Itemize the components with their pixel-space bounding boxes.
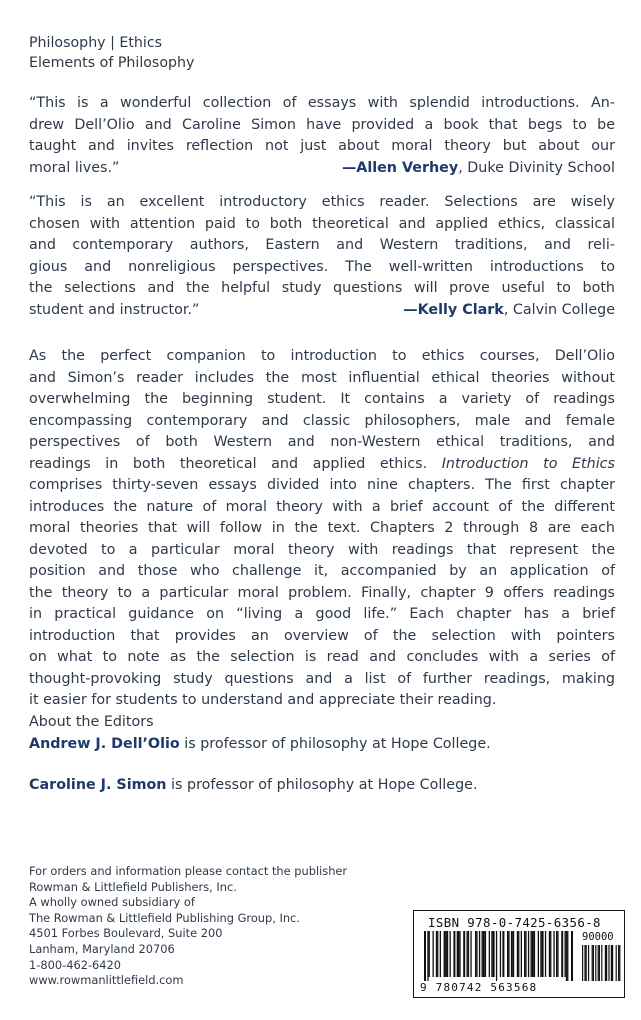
barcode-bar bbox=[500, 931, 501, 977]
barcode-bar bbox=[429, 931, 430, 977]
quote-line: gious and nonreligious perspectives. The well-written introductions to bbox=[29, 258, 615, 275]
endorser-name: Kelly Clark bbox=[417, 301, 504, 318]
category-line: Philosophy | Ethics bbox=[29, 35, 163, 51]
barcode-bar bbox=[485, 931, 486, 977]
editor-name: Andrew J. Dell’Olio bbox=[29, 736, 180, 752]
description-line: overwhelming the beginning student. It contains a variety of readings bbox=[29, 391, 615, 407]
contact-line: Rowman & Littlefield Publishers, Inc. bbox=[29, 879, 237, 894]
barcode-bar bbox=[427, 931, 428, 981]
addon-bar bbox=[593, 945, 594, 981]
barcode-bar bbox=[531, 931, 532, 977]
quote-line: drew Dell’Olio and Caroline Simon have provided a book that begs to be bbox=[29, 116, 615, 133]
barcode-bar bbox=[557, 931, 558, 977]
barcode-bar bbox=[567, 931, 568, 981]
quote-line: and contemporary authors, Eastern and Western traditions, and reli- bbox=[29, 237, 615, 253]
addon-bar bbox=[618, 945, 619, 981]
barcode-bar bbox=[433, 931, 434, 977]
endorser-affiliation: , Calvin College bbox=[503, 301, 615, 318]
attribution-dash: — bbox=[341, 159, 357, 176]
description-text: readings in both theoretical and applied ethics. bbox=[29, 455, 442, 472]
description-line: the theory to a particular moral problem. Finally, chapter 9 offers readings bbox=[29, 584, 615, 601]
barcode-bar bbox=[507, 931, 508, 977]
barcode-bar bbox=[444, 931, 446, 977]
barcode-bar bbox=[561, 931, 563, 977]
addon-bar bbox=[586, 945, 587, 981]
barcode-bar bbox=[457, 931, 458, 977]
barcode-bar bbox=[470, 931, 471, 977]
description-line: As the perfect companion to introduction to ethics courses, Dell’Olio bbox=[29, 348, 615, 364]
barcode-bar bbox=[467, 931, 468, 977]
barcode-bar bbox=[556, 931, 557, 977]
description-line: perspectives of both Western and non-Western ethical traditions, and bbox=[29, 434, 615, 450]
addon-bar bbox=[598, 945, 599, 981]
barcode-bar bbox=[540, 931, 541, 977]
attribution-row bbox=[29, 158, 615, 180]
barcode-bar bbox=[542, 931, 544, 977]
editor-bio: is professor of philosophy at Hope College. bbox=[166, 777, 478, 793]
contact-line: 4501 Forbes Boulevard, Suite 200 bbox=[29, 926, 223, 941]
barcode-bar bbox=[512, 931, 514, 977]
barcode-bar bbox=[453, 931, 455, 977]
attribution-row bbox=[29, 300, 615, 322]
addon-bar bbox=[588, 945, 589, 981]
editor-name: Caroline J. Simon bbox=[29, 777, 167, 793]
description-line: introduction that provides an overview of the selection with pointers bbox=[29, 627, 615, 644]
addon-bar bbox=[601, 945, 602, 981]
description-line: and Simon’s reader includes the most influential ethical theories without bbox=[29, 369, 615, 386]
barcode-bar bbox=[524, 931, 525, 977]
editor-bio: is professor of philosophy at Hope College. bbox=[179, 736, 491, 752]
series-line: Elements of Philosophy bbox=[29, 55, 195, 71]
barcode-bar bbox=[496, 931, 497, 981]
barcode-bar bbox=[553, 931, 554, 977]
publisher-website: www.rowmanlittlefield.com bbox=[29, 973, 184, 988]
barcode-bar bbox=[534, 931, 535, 977]
barcode-bar bbox=[458, 931, 459, 977]
addon-bar bbox=[605, 945, 606, 981]
barcode-bar bbox=[446, 931, 447, 977]
isbn-barcode-box bbox=[413, 910, 625, 998]
barcode-bar bbox=[482, 931, 483, 977]
contact-line: A wholly owned subsidiary of bbox=[29, 895, 195, 910]
description-line: it easier for students to understand and appreciate their reading. bbox=[29, 692, 497, 708]
barcode-bar bbox=[479, 931, 480, 977]
attribution bbox=[342, 158, 615, 180]
editors-heading: About the Editors bbox=[29, 714, 154, 730]
barcode-bar bbox=[447, 931, 448, 977]
barcode-bar bbox=[475, 931, 476, 977]
description-line: position and those who challenge it, accompanied by an application of bbox=[29, 563, 615, 579]
addon-bar bbox=[619, 945, 620, 981]
description-line: thought-provoking study questions and a list of further readings, making bbox=[29, 670, 615, 687]
barcode-bar bbox=[502, 931, 504, 977]
barcode-bar bbox=[571, 931, 573, 981]
description-line: encompassing contemporary and classic philosophers, male and female bbox=[29, 412, 615, 429]
barcode-bar bbox=[476, 931, 477, 977]
barcode-bar bbox=[491, 931, 492, 977]
barcode-bar bbox=[468, 931, 469, 977]
addon-bar bbox=[606, 945, 607, 981]
addon-bar bbox=[616, 945, 617, 981]
description-line: devoted to a particular moral theory with readings that represent the bbox=[29, 541, 615, 558]
barcode-bar bbox=[489, 931, 490, 977]
barcode-bar bbox=[521, 931, 522, 977]
barcode-bar bbox=[525, 931, 526, 977]
description-line: on what to note as the selection is read and concludes with a series of bbox=[29, 649, 615, 665]
addon-bar bbox=[582, 945, 583, 981]
barcode-bar bbox=[532, 931, 534, 977]
barcode-bar bbox=[538, 931, 539, 977]
isbn-text: ISBN 978-0-7425-6356-8 bbox=[428, 915, 601, 930]
quote-line: “This is a wonderful collection of essays with splendid introductions. An- bbox=[29, 95, 615, 111]
addon-bar bbox=[611, 945, 612, 981]
contact-line: The Rowman & Littlefield Publishing Group, Inc. bbox=[29, 910, 300, 925]
description-line: comprises thirty-seven essays divided into nine chapters. The first chapter bbox=[29, 477, 615, 493]
quote-line: chosen with attention paid to both theoretical and applied ethics, classical bbox=[29, 215, 615, 232]
addon-bar bbox=[592, 945, 593, 981]
barcode-bar bbox=[493, 931, 495, 977]
barcode-bar bbox=[565, 931, 566, 977]
quote-line: the selections and the helpful study questions will prove useful to both bbox=[29, 280, 615, 296]
description-line: moral theories that will follow in the text. Chapters 2 through 8 are each bbox=[29, 520, 615, 536]
addon-bar bbox=[608, 945, 609, 981]
barcode-bar bbox=[424, 931, 426, 981]
quote-line: moral lives.” bbox=[29, 159, 120, 176]
barcode-bar bbox=[550, 931, 551, 977]
description-line bbox=[29, 454, 615, 476]
addon-bar bbox=[584, 945, 585, 981]
description-line: in practical guidance on “living a good life.” Each chapter has a brief bbox=[29, 606, 615, 622]
barcode-bar bbox=[483, 931, 485, 977]
barcode-bar bbox=[566, 931, 567, 981]
endorser-affiliation: , Duke Divinity School bbox=[458, 159, 615, 176]
endorsement-quote bbox=[29, 93, 615, 179]
attribution bbox=[403, 300, 615, 322]
book-description bbox=[29, 346, 615, 712]
contact-line: Lanham, Maryland 20706 bbox=[29, 941, 175, 956]
book-title-italic: Introduction to Ethics bbox=[441, 455, 615, 472]
endorser-name: Allen Verhey bbox=[356, 159, 459, 176]
barcode-bar bbox=[518, 931, 519, 977]
barcode-bar bbox=[508, 931, 509, 977]
barcode-bar bbox=[436, 931, 437, 977]
publisher-contact bbox=[29, 864, 347, 989]
barcode-bar bbox=[463, 931, 465, 977]
barcode-bar bbox=[517, 931, 518, 977]
price-addon-digits: 90000 bbox=[582, 931, 614, 943]
barcode-bar bbox=[437, 931, 438, 977]
barcode-digits: 9 780742 563568 bbox=[420, 981, 538, 994]
contact-line: For orders and information please contact the publisher bbox=[29, 864, 348, 878]
barcode-bar bbox=[440, 931, 441, 977]
barcode-bar bbox=[511, 931, 512, 977]
barcode-bar bbox=[528, 931, 529, 977]
barcode-bar bbox=[459, 931, 460, 977]
addon-bar bbox=[612, 945, 613, 981]
editor-entry bbox=[29, 734, 491, 755]
addon-bar bbox=[595, 945, 596, 981]
quote-line: student and instructor.” bbox=[29, 301, 200, 318]
addon-bar bbox=[599, 945, 600, 981]
description-line: introduces the nature of moral theory with a brief account of the different bbox=[29, 498, 615, 515]
barcode-bar bbox=[549, 931, 550, 977]
attribution-dash: — bbox=[403, 301, 418, 318]
barcode-bar bbox=[545, 931, 546, 977]
endorsement-quote bbox=[29, 192, 615, 321]
editor-entry bbox=[29, 775, 478, 796]
quote-line: “This is an excellent introductory ethics reader. Selections are wisely bbox=[29, 194, 615, 210]
quote-line: taught and invites reflection not just about moral theory but about our bbox=[29, 138, 615, 154]
contact-line: 1-800-462-6420 bbox=[29, 957, 122, 972]
barcode-bar bbox=[450, 931, 451, 977]
